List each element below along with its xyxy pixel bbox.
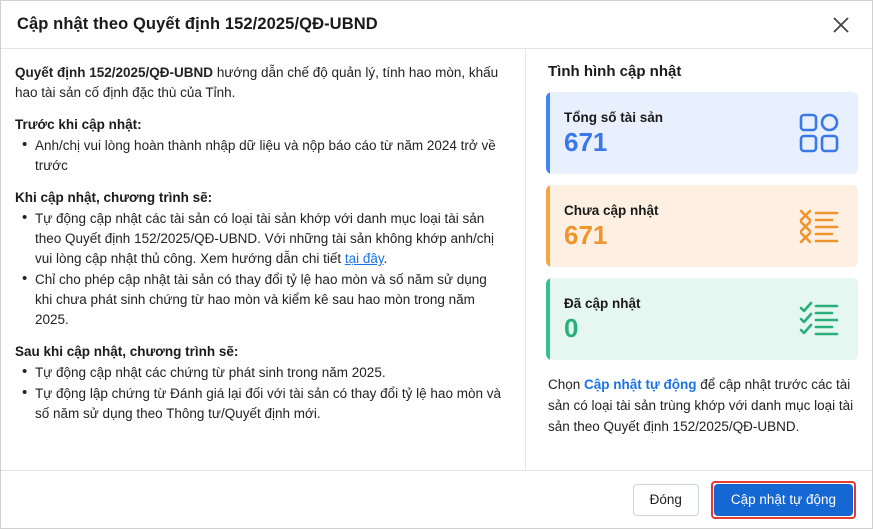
intro-decision-name: Quyết định 152/2025/QĐ-UBND [15, 65, 214, 80]
stat-value: 671 [564, 219, 608, 250]
note-highlight: Cập nhật tự động [584, 377, 697, 392]
intro-rest: hướng dẫn chế độ quản lý, tính hao mòn, khấu hao tài sản cố định đặc thù của Tỉnh. [15, 65, 499, 100]
status-pane [526, 49, 872, 470]
stat-texts [564, 203, 796, 250]
list-cross-icon [796, 203, 842, 249]
stat-card-done [546, 278, 858, 360]
stat-label: Tổng số tài sản [564, 109, 664, 125]
list-item: • Tự động cập nhật các chứng từ phát sinh trong năm 2025. [35, 363, 507, 383]
close-button[interactable]: Đóng [633, 484, 699, 516]
accent-bar [546, 278, 550, 360]
close-glyph [831, 15, 851, 35]
status-note [548, 374, 856, 437]
when-item1-text-b: . [383, 251, 388, 266]
stat-texts [564, 110, 796, 157]
guide-link[interactable]: tại đây [344, 251, 384, 266]
intro-paragraph [15, 63, 507, 103]
list-item [35, 209, 507, 269]
section-after-list [15, 363, 507, 424]
auto-update-button[interactable]: Cập nhật tự động [714, 484, 853, 516]
stat-label: Đã cập nhật [564, 295, 641, 311]
section-when-title: Khi cập nhật, chương trình sẽ: [15, 190, 213, 205]
accent-bar [546, 185, 550, 267]
list-item: • Chỉ cho phép cập nhật tài sản có thay đổi tỷ lệ hao mòn và số năm sử dụng khi chưa phát sinh chứng từ hao mòn và kiểm kê sau hao mòn trong năm 2025. [35, 270, 507, 330]
grid-squares-icon [796, 110, 842, 156]
note-text-b: để cập nhật trước các tài sản có loại tài sản trùng khớp với danh mục loại tài sản theo Quyết định 152/2025/QĐ-UBND. [548, 377, 854, 434]
list-item: • Tự động lập chứng từ Đánh giá lại đối với tài sản có thay đổi tỷ lệ hao mòn và số năm sử dụng theo Thông tư/Quyết định mới. [35, 384, 507, 424]
stat-label: Chưa cập nhật [564, 202, 659, 218]
dialog-header [1, 1, 872, 49]
accent-bar [546, 92, 550, 174]
info-pane [1, 49, 526, 470]
section-before-list [15, 136, 507, 176]
section-after-title: Sau khi cập nhật, chương trình sẽ: [15, 344, 239, 359]
note-text-a: Chọn [548, 377, 585, 392]
list-item: • Anh/chị vui lòng hoàn thành nhập dữ liệu và nộp báo cáo từ năm 2024 trở về trước [35, 136, 507, 176]
when-item1-text-a: Tự động cập nhật các tài sản có loại tài sản khớp với danh mục loại tài sản theo Quyết định 152/2025/QĐ-UBND. Với những tài sản không khớp anh/chị vui lòng cập nhật thủ công. Xem hướng dẫn chi tiết [35, 211, 495, 266]
section-when-list [15, 209, 507, 330]
list-check-icon [796, 296, 842, 342]
status-pane-title: Tình hình cập nhật [548, 63, 682, 80]
dialog-footer [1, 470, 872, 528]
stat-texts [564, 296, 796, 343]
close-icon[interactable] [826, 10, 856, 40]
auto-update-highlight [711, 481, 856, 519]
dialog-body [1, 49, 872, 470]
dialog-title: Cập nhật theo Quyết định 152/2025/QĐ-UBND [17, 15, 378, 33]
section-before-title: Trước khi cập nhật: [15, 117, 142, 132]
stat-card-pending [546, 185, 858, 267]
stat-value: 671 [564, 126, 608, 157]
stat-value: 0 [564, 312, 579, 343]
stat-card-total [546, 92, 858, 174]
